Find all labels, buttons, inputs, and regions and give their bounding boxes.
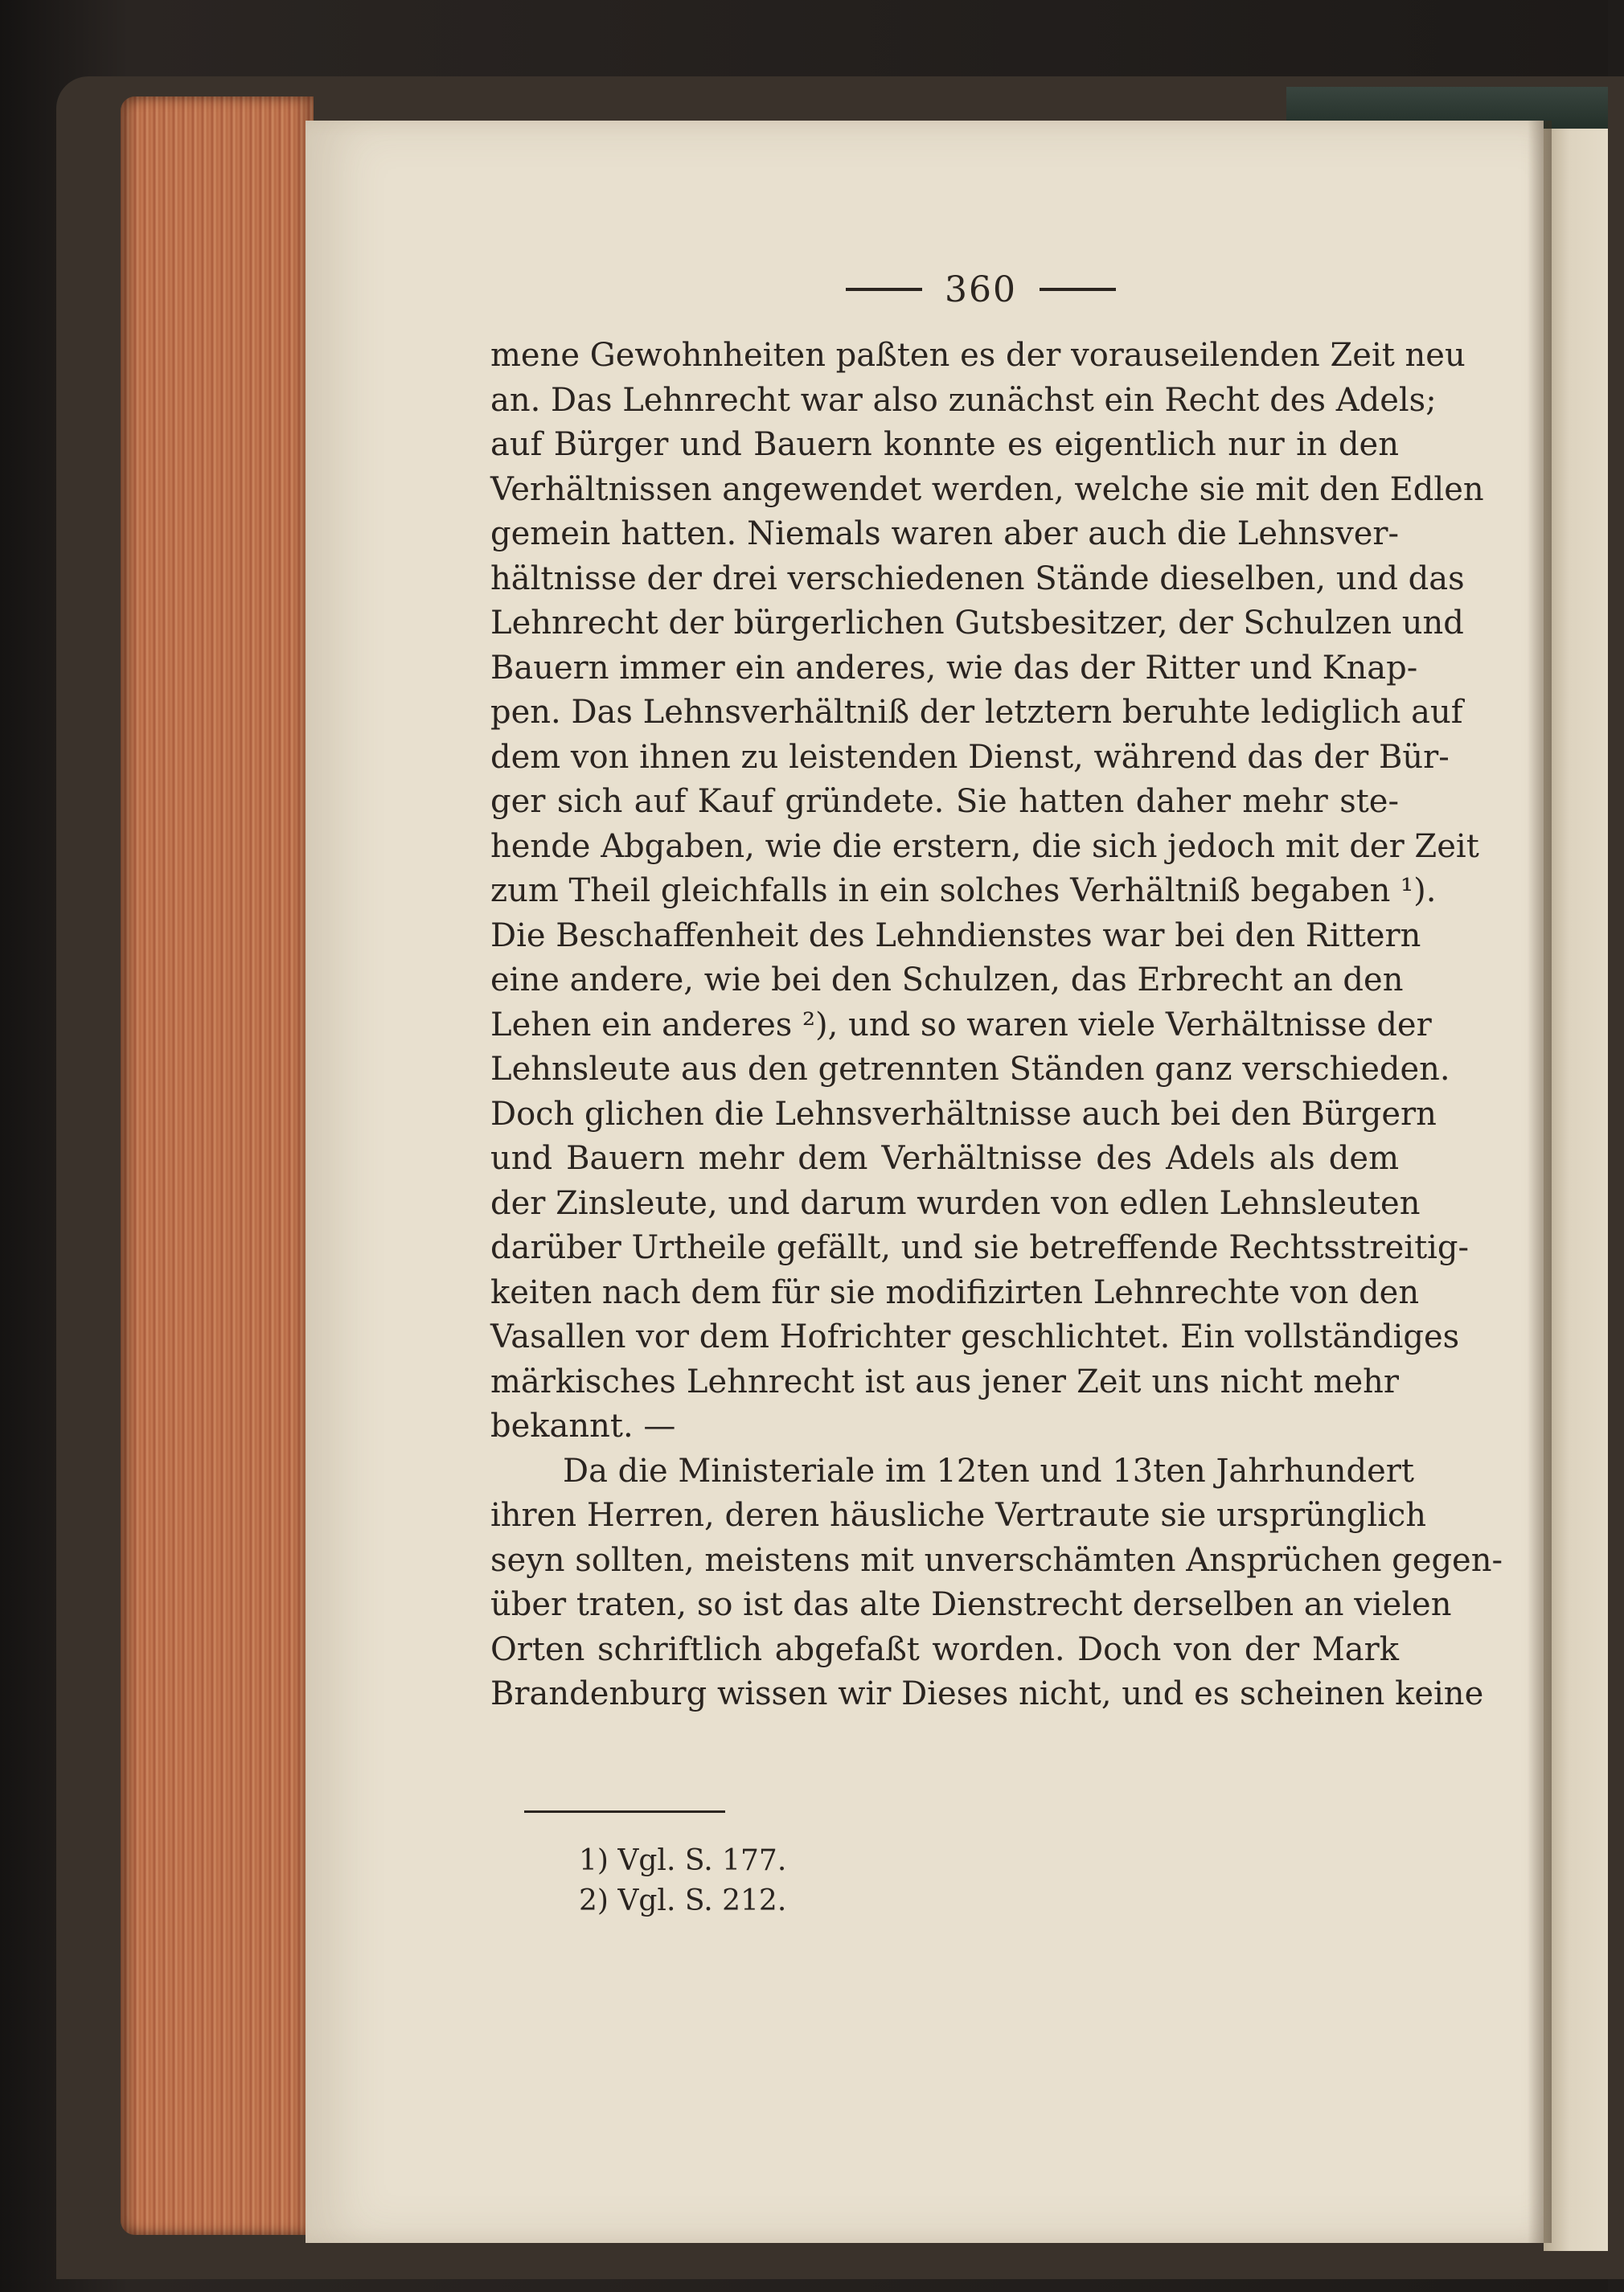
gutter-shadow xyxy=(1528,121,1552,2243)
text-line: an. Das Lehnrecht war also zunächst ein Recht des Adels; xyxy=(490,381,1437,419)
text-line: pen. Das Lehnsverhältniß der letztern beruhte lediglich auf xyxy=(490,694,1463,731)
text-line: Lehnrecht der bürgerlichen Gutsbesitzer, der Schulzen und xyxy=(490,605,1464,642)
text-line: Orten schriftlich abgefaßt worden. Doch von der Mark xyxy=(490,1630,1399,1668)
page-header xyxy=(804,265,1158,314)
header-rule-left xyxy=(846,288,922,291)
body-text xyxy=(490,334,1503,1717)
text-line: eine andere, wie bei den Schulzen, das Erbrecht an den xyxy=(490,961,1404,998)
text-line: keiten nach dem für sie modifizirten Lehnrechte von den xyxy=(490,1273,1420,1311)
paragraph-start-line: Da die Ministeriale im 12ten und 13ten Jahrhundert xyxy=(563,1452,1414,1490)
footnote-divider xyxy=(524,1810,725,1813)
text-line: Verhältnissen angewendet werden, welche sie mit den Edlen xyxy=(490,470,1484,508)
text-line: darüber Urtheile gefällt, und sie betreffende Rechtsstreitig- xyxy=(490,1229,1470,1266)
text-line: hende Abgaben, wie die erstern, die sich jedoch mit der Zeit xyxy=(490,827,1479,865)
text-line: zum Theil gleichfalls in ein solches Verhältniß begaben ¹). xyxy=(490,872,1437,909)
text-line: bekannt. — xyxy=(490,1408,676,1445)
text-line: Die Beschaffenheit des Lehndienstes war bei den Rittern xyxy=(490,916,1421,954)
text-line: Lehnsleute aus den getrennten Ständen ganz verschieden. xyxy=(490,1051,1450,1088)
text-line: Lehen ein anderes ²), und so waren viele Verhältnisse der xyxy=(490,1006,1432,1043)
text-line: märkisches Lehnrecht ist aus jener Zeit uns nicht mehr xyxy=(490,1363,1399,1400)
text-line: auf Bürger und Bauern konnte es eigentlich nur in den xyxy=(490,426,1399,463)
text-line: hältnisse der drei verschiedenen Stände dieselben, und das xyxy=(490,560,1465,597)
text-line: dem von ihnen zu leistenden Dienst, während das der Bür- xyxy=(490,738,1450,776)
page-number: 360 xyxy=(945,269,1017,310)
header-rule-right xyxy=(1040,288,1116,291)
footnote: 2) Vgl. S. 212. xyxy=(579,1884,787,1917)
next-page-edge xyxy=(1544,129,1608,2251)
text-line: und Bauern mehr dem Verhältnisse des Adels als dem xyxy=(490,1140,1399,1177)
footnote: 1) Vgl. S. 177. xyxy=(579,1844,787,1877)
text-line: Vasallen vor dem Hofrichter geschlichtet. Ein vollständiges xyxy=(490,1318,1460,1355)
text-line: Bauern immer ein anderes, wie das der Ritter und Knap- xyxy=(490,649,1418,687)
text-line: gemein hatten. Niemals waren aber auch die Lehnsver- xyxy=(490,515,1399,552)
text-line: der Zinsleute, und darum wurden von edlen Lehnsleuten xyxy=(490,1184,1421,1222)
text-line: mene Gewohnheiten paßten es der vorauseilenden Zeit neu xyxy=(490,337,1466,374)
text-line: über traten, so ist das alte Dienstrecht derselben an vielen xyxy=(490,1586,1452,1623)
text-line: Doch glichen die Lehnsverhältnisse auch bei den Bürgern xyxy=(490,1095,1437,1133)
page-edges xyxy=(121,96,314,2235)
text-line: ger sich auf Kauf gründete. Sie hatten daher mehr ste- xyxy=(490,783,1399,820)
text-line: ihren Herren, deren häusliche Vertraute sie ursprünglich xyxy=(490,1497,1427,1534)
footnotes xyxy=(579,1841,1061,1921)
text-line: seyn sollten, meistens mit unverschämten Ansprüchen gegen- xyxy=(490,1541,1503,1579)
text-line: Brandenburg wissen wir Dieses nicht, und es scheinen keine xyxy=(490,1675,1484,1712)
